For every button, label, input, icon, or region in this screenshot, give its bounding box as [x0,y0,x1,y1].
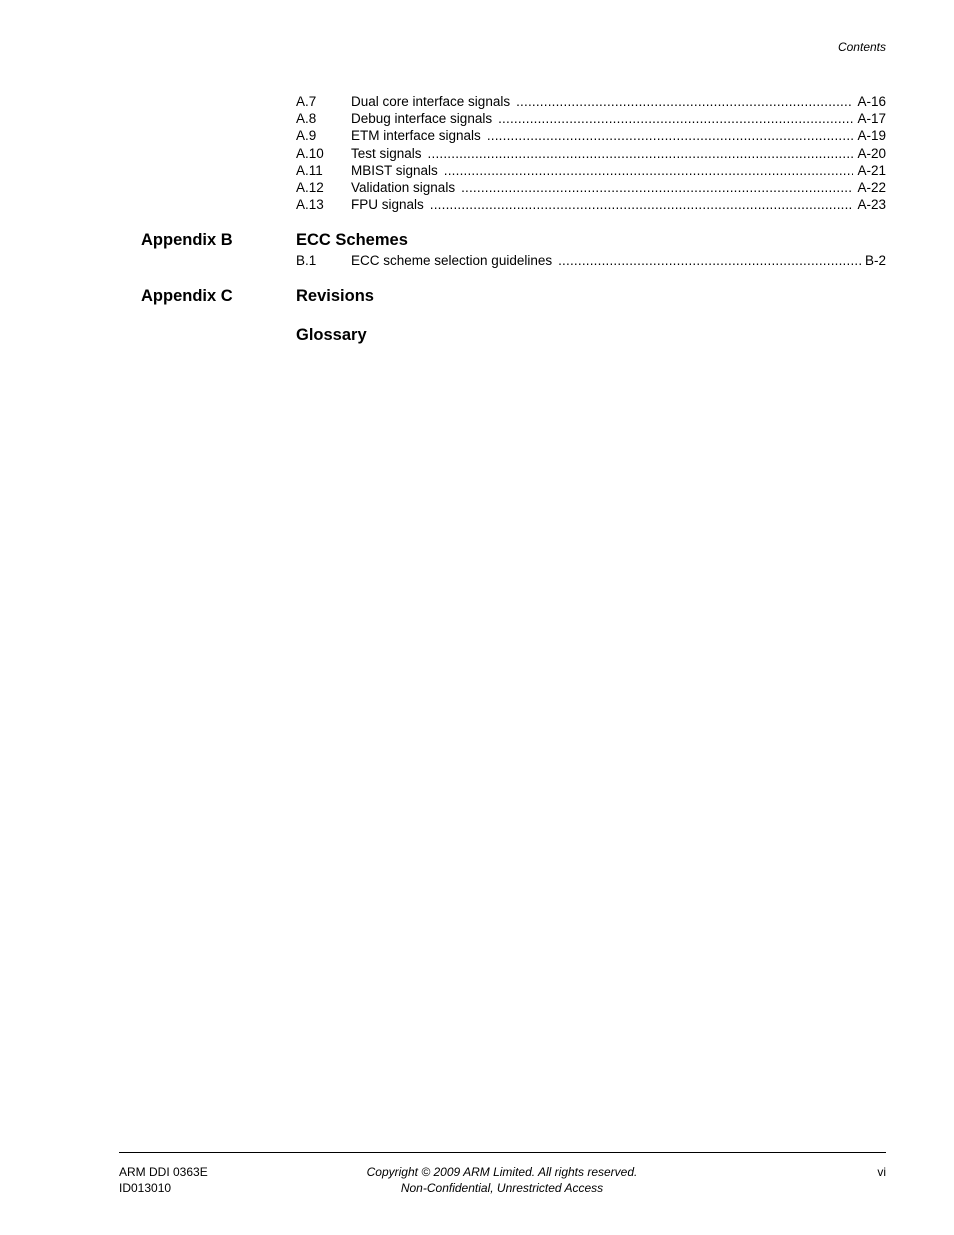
page-number: vi [877,1165,886,1179]
toc-entry-page: A-16 [857,94,886,109]
toc-entry-number: A.12 [296,179,324,195]
toc-entry-number: A.10 [296,145,324,161]
footer-divider [119,1152,886,1153]
toc-entry[interactable] [296,252,886,269]
toc-entry-page: A-23 [857,197,886,213]
toc-entry-number: B.1 [296,253,317,268]
dot-leader [428,145,854,162]
toc-entry-number: A.11 [296,162,323,178]
toc-entry-page: A-21 [857,162,886,178]
copyright-notice: Copyright © 2009 ARM Limited. All rights reserved. [366,1165,638,1179]
appendix-b-label: Appendix B [141,231,233,249]
access-notice: Non-Confidential, Unrestricted Access [400,1181,604,1195]
dot-leader [498,110,853,127]
appendix-b-toc-list [296,252,886,269]
toc-entry[interactable] [296,179,886,196]
toc-entry-title: Test signals [351,145,422,161]
toc-entry-number: A.13 [296,197,324,213]
toc-entry-page: A-19 [857,128,886,144]
toc-entry[interactable] [296,93,886,110]
appendix-b-title[interactable]: ECC Schemes [296,231,408,249]
dot-leader [444,162,854,179]
footer-doc-info [119,1164,208,1196]
toc-entry-title: Debug interface signals [351,111,493,127]
dot-leader [516,93,853,110]
toc-entry-title: MBIST signals [351,162,438,178]
footer-legal [300,1164,704,1196]
toc-entry-page: A-17 [857,111,886,127]
appendix-a-toc-list [296,93,886,213]
issue-id: ID013010 [119,1181,172,1195]
toc-entry-title: ETM interface signals [351,128,481,144]
toc-entry-title: ECC scheme selection guidelines [351,253,553,268]
appendix-c-label: Appendix C [141,287,233,305]
dot-leader [430,196,854,213]
toc-entry[interactable] [296,145,886,162]
toc-entry-page: B-2 [864,253,886,268]
glossary-title[interactable]: Glossary [296,326,367,344]
doc-id: ARM DDI 0363E [119,1165,208,1179]
toc-entry-title: FPU signals [351,197,424,213]
running-header: Contents [837,40,886,54]
appendix-c-title[interactable]: Revisions [296,287,374,305]
toc-entry[interactable] [296,162,886,179]
dot-leader [487,127,854,144]
dot-leader [461,179,853,196]
toc-entry-title: Validation signals [351,179,456,195]
toc-entry[interactable] [296,196,886,213]
toc-entry-number: A.9 [296,128,317,144]
toc-entry[interactable] [296,127,886,144]
toc-entry-page: A-20 [857,145,886,161]
dot-leader [558,252,861,269]
toc-entry-title: Dual core interface signals [351,94,511,109]
toc-entry[interactable] [296,110,886,127]
toc-entry-number: A.7 [296,94,317,109]
toc-entry-page: A-22 [857,179,886,195]
toc-entry-number: A.8 [296,111,317,127]
